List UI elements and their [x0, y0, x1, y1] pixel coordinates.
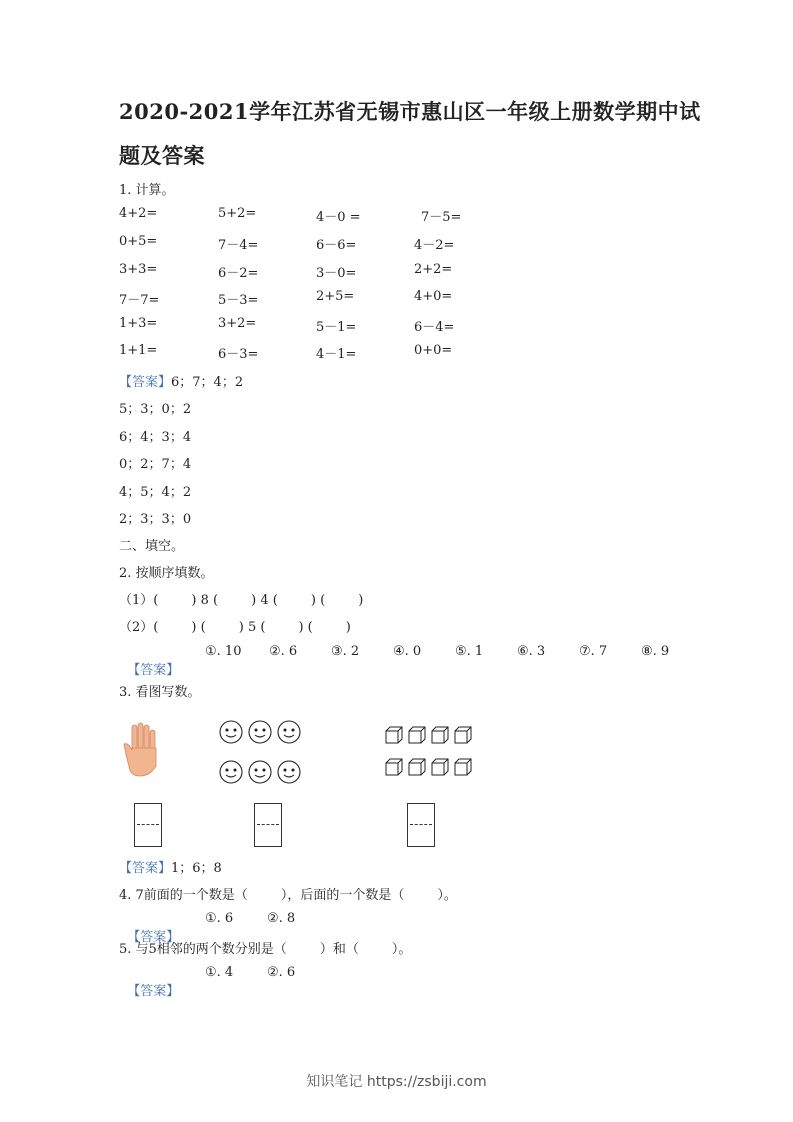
answer-item: ⑧. 9 — [641, 644, 670, 659]
smiley-icon — [249, 761, 271, 783]
cube-icon — [455, 727, 471, 743]
problem: 5+2= — [218, 206, 257, 221]
answer-item: ⑤. 1 — [455, 644, 484, 659]
answer-item: ②. 6 — [269, 644, 298, 659]
smiley-faces-group — [218, 719, 304, 789]
cube-icon — [409, 759, 425, 775]
problem: 7－5= — [421, 210, 462, 225]
cubes-group — [385, 725, 475, 777]
question-5-label: 5. 与5相邻的两个数分别是（ ）和（ ）。 — [119, 942, 412, 957]
answer-line: 6；4；3；4 — [119, 430, 192, 445]
smiley-icon — [249, 721, 271, 743]
hand-icon — [120, 722, 164, 778]
write-number-box[interactable] — [254, 803, 282, 847]
problem: 0+5= — [119, 234, 158, 249]
smiley-icon — [278, 761, 300, 783]
section-heading: 二、填空。 — [119, 539, 185, 554]
problem: 4+0= — [414, 289, 453, 304]
question-4-label: 4. 7前面的一个数是（ ），后面的一个数是（ ）。 — [119, 888, 457, 903]
answer-tag: 【答案】 — [127, 663, 180, 678]
problem: 3+3= — [119, 262, 158, 277]
answer-text: 6；7；4；2 — [171, 375, 244, 390]
answer-item: ①. 10 — [205, 644, 242, 659]
question-1-label: 1. 计算。 — [119, 183, 175, 198]
problem: 1+3= — [119, 316, 158, 331]
cube-icon — [386, 759, 402, 775]
smiley-icon — [278, 721, 300, 743]
answer-item: ⑦. 7 — [579, 644, 608, 659]
cube-icon — [432, 727, 448, 743]
problem: 1+1= — [119, 343, 158, 358]
problem: 6－4= — [414, 320, 455, 335]
problem: 4+2= — [119, 206, 158, 221]
cube-icon — [409, 727, 425, 743]
answer-tag: 【答案】 — [119, 861, 172, 876]
page-title-line-1: 2020-2021学年江苏省无锡市惠山区一年级上册数学期中试 — [119, 99, 701, 124]
problem: 3－0= — [316, 266, 357, 281]
problem: 5－1= — [316, 320, 357, 335]
smiley-icon — [220, 761, 242, 783]
problem: 4－1= — [316, 347, 357, 362]
answer-tag: 【答案】 — [127, 930, 180, 945]
problem: 5－3= — [218, 293, 259, 308]
question-2-label: 2. 按顺序填数。 — [119, 566, 214, 581]
write-number-box[interactable] — [134, 803, 162, 847]
question-3-label: 3. 看图写数。 — [119, 685, 201, 700]
answer-item: ②. 6 — [267, 965, 296, 980]
answer-item: ①. 6 — [205, 911, 234, 926]
problem: 6－2= — [218, 266, 259, 281]
sequence-line-2: （2）( ) ( ) 5 ( ) ( ) — [119, 620, 351, 635]
answer-line — [119, 857, 222, 876]
answer-line: 2；3；3；0 — [119, 512, 192, 527]
answer-line — [119, 965, 179, 999]
cube-icon — [386, 727, 402, 743]
answer-line — [119, 644, 179, 678]
problem: 0+0= — [414, 343, 453, 358]
answer-item: ③. 2 — [331, 644, 360, 659]
answer-tag: 【答案】 — [127, 984, 180, 999]
footer-watermark: 知识笔记 https://zsbiji.com — [306, 1074, 487, 1090]
cube-icon — [432, 759, 448, 775]
answer-text: 1；6；8 — [171, 861, 222, 876]
problem: 6－3= — [218, 347, 259, 362]
answer-line — [119, 371, 243, 390]
problem: 2+2= — [414, 262, 453, 277]
cube-icon — [455, 759, 471, 775]
problem: 4－0 = — [316, 210, 361, 225]
page-title-line-2: 题及答案 — [119, 143, 205, 168]
problem: 7－7= — [119, 293, 160, 308]
answer-item: ④. 0 — [393, 644, 422, 659]
problem: 7－4= — [218, 238, 259, 253]
answer-item: ①. 4 — [205, 965, 234, 980]
answer-item: ②. 8 — [267, 911, 296, 926]
answer-line: 5；3；0；2 — [119, 402, 192, 417]
problem: 2+5= — [316, 289, 355, 304]
answer-line: 4；5；4；2 — [119, 485, 192, 500]
answer-item: ⑥. 3 — [517, 644, 546, 659]
write-number-box[interactable] — [407, 803, 435, 847]
smiley-icon — [220, 721, 242, 743]
problem: 6－6= — [316, 238, 357, 253]
problem: 3+2= — [218, 316, 257, 331]
problem: 4－2= — [414, 238, 455, 253]
answer-tag: 【答案】 — [119, 375, 172, 390]
answer-line: 0；2；7；4 — [119, 457, 192, 472]
sequence-line-1: （1）( ) 8 ( ) 4 ( ) ( ) — [119, 593, 364, 608]
